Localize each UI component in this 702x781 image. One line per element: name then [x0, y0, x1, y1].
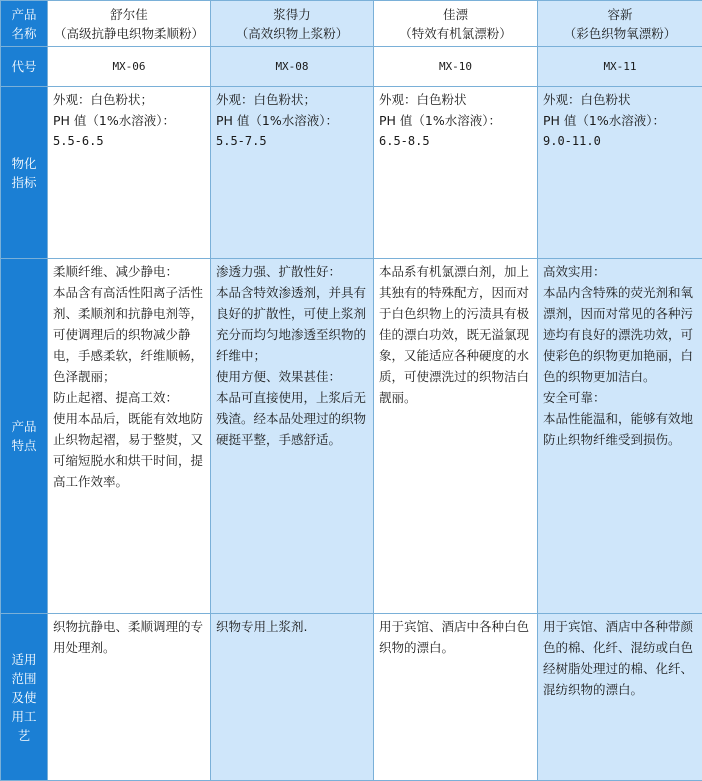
product-code: MX-10: [374, 47, 538, 87]
product-name-cell: [211, 1, 374, 47]
appearance-text: 外观：白色粉状；: [53, 89, 206, 110]
product-subtitle: （特效有机氯漂粉）: [376, 24, 535, 43]
features-text: 本品系有机氯漂白剂，加上其独有的特殊配方，因而对于白色织物上的污渍具有极佳的漂白功效，既无溢氯现象，又能适应各种硬度的水质，可使漂洗过的织物洁白靓丽。: [374, 259, 538, 614]
ph-label: PH 值（1%水溶液）：: [216, 110, 369, 131]
row-label-scope: 适用 范围 及使 用工 艺: [1, 614, 48, 781]
physchem-row: [1, 87, 702, 259]
appearance-text: 外观：白色粉状；: [216, 89, 369, 110]
product-subtitle: （高级抗静电织物柔顺粉）: [50, 24, 208, 43]
ph-value: 9.0-11.0: [543, 131, 698, 152]
ph-value: 6.5-8.5: [379, 131, 533, 152]
physchem-cell: [211, 87, 374, 259]
physchem-cell: [538, 87, 702, 259]
scope-text: 织物抗静电、柔顺调理的专用处理剂。: [48, 614, 211, 781]
product-subtitle: （高效织物上浆粉）: [213, 24, 371, 43]
product-name-cell: [374, 1, 538, 47]
scope-row: [1, 614, 702, 781]
row-label-name: 产品 名称: [1, 1, 48, 47]
features-row: [1, 259, 702, 614]
product-code: MX-06: [48, 47, 211, 87]
product-name-cell: [48, 1, 211, 47]
features-text: 高效实用： 本品内含特殊的荧光剂和氧漂剂，因而对常见的各种污迹均有良好的漂洗功效，可使彩色的织物更加艳丽，白色的织物更加洁白。 安全可靠： 本品性能温和，能够有效地防止织物纤维受到损伤。: [538, 259, 702, 614]
features-text: 柔顺纤维、减少静电： 本品含有高活性阳离子活性剂、柔顺剂和抗静电剂等，可使调理后的织物减少静电，手感柔软，纤维顺畅，色泽靓丽； 防止起褶、提高工效： 使用本品后，既能有效地防止织物起褶，易于整熨，又可缩短脱水和烘干时间，提高工作效率。: [48, 259, 211, 614]
ph-label: PH 值（1%水溶液）：: [543, 110, 698, 131]
product-name: 浆得力: [213, 5, 371, 24]
physchem-cell: [48, 87, 211, 259]
product-name: 舒尔佳: [50, 5, 208, 24]
features-text: 渗透力强、扩散性好： 本品含特效渗透剂，并具有良好的扩散性，可使上浆剂充分而均匀地渗透至织物的纤维中； 使用方便、效果甚佳： 本品可直接使用，上浆后无残渣。经本品处理过的织物硬挺平整，手感舒适。: [211, 259, 374, 614]
scope-text: 用于宾馆、酒店中各种带颜色的棉、化纤、混纺或白色经树脂处理过的棉、化纤、混纺织物的漂白。: [538, 614, 702, 781]
scope-text: 织物专用上浆剂.: [211, 614, 374, 781]
row-label-code: 代号: [1, 47, 48, 87]
ph-value: 5.5-7.5: [216, 131, 369, 152]
product-code: MX-11: [538, 47, 702, 87]
row-label-physchem: 物化 指标: [1, 87, 48, 259]
physchem-cell: [374, 87, 538, 259]
ph-value: 5.5-6.5: [53, 131, 206, 152]
product-code: MX-08: [211, 47, 374, 87]
product-name: 容新: [540, 5, 700, 24]
appearance-text: 外观：白色粉状: [379, 89, 533, 110]
product-subtitle: （彩色织物氧漂粉）: [540, 24, 700, 43]
product-code-row: [1, 47, 702, 87]
product-name-cell: [538, 1, 702, 47]
ph-label: PH 值（1%水溶液）：: [379, 110, 533, 131]
scope-text: 用于宾馆、酒店中各种白色织物的漂白。: [374, 614, 538, 781]
product-name: 佳漂: [376, 5, 535, 24]
product-name-row: [1, 1, 702, 47]
appearance-text: 外观：白色粉状: [543, 89, 698, 110]
row-label-features: 产品 特点: [1, 259, 48, 614]
ph-label: PH 值（1%水溶液）：: [53, 110, 206, 131]
